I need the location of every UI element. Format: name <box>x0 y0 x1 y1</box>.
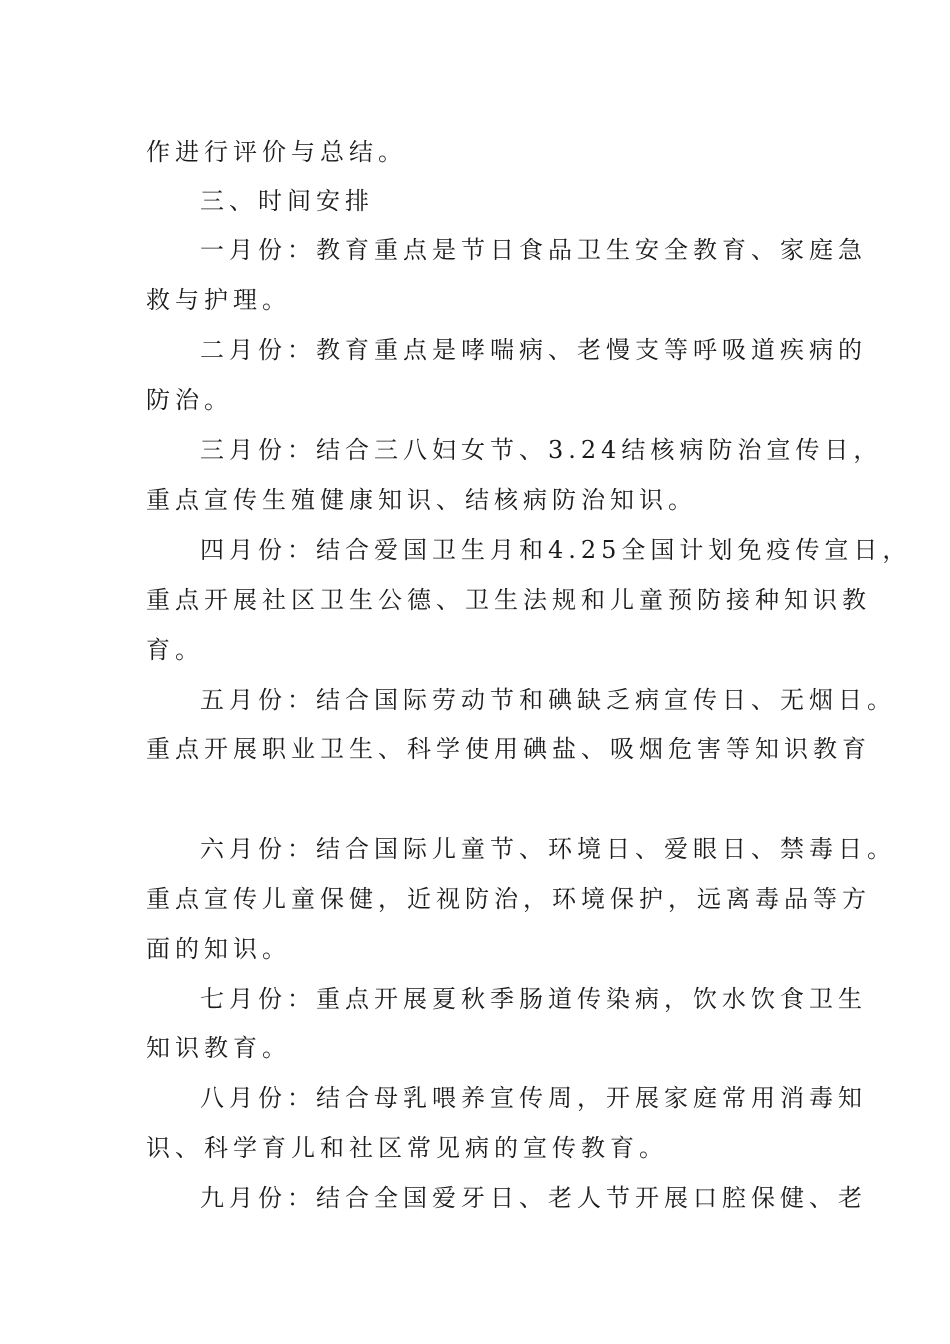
text-line: 育。 <box>146 636 204 664</box>
text-line: 防治。 <box>146 386 233 414</box>
text-line: 三月份：结合三八妇女节、3.24结核病防治宣传日， <box>200 436 883 464</box>
text-line: 面的知识。 <box>146 935 291 963</box>
text-line: 重点开展社区卫生公德、卫生法规和儿童预防接种知识教 <box>146 586 871 614</box>
text-line: 九月份：结合全国爱牙日、老人节开展口腔保健、老 <box>200 1184 867 1212</box>
text-line: 七月份：重点开展夏秋季肠道传染病，饮水饮食卫生 <box>200 985 867 1013</box>
text-line: 六月份：结合国际儿童节、环境日、爱眼日、禁毒日。 <box>200 835 896 863</box>
text-line: 重点宣传生殖健康知识、结核病防治知识。 <box>146 486 697 514</box>
text-line: 八月份：结合母乳喂养宣传周，开展家庭常用消毒知 <box>200 1084 867 1112</box>
text-line: 重点宣传儿童保健，近视防治，环境保护，远离毒品等方 <box>146 885 871 913</box>
section-heading: 三、时间安排 <box>200 187 374 215</box>
text-line: 二月份：教育重点是哮喘病、老慢支等呼吸道疾病的 <box>200 336 867 364</box>
text-line: 作进行评价与总结。 <box>146 138 407 166</box>
text-line: 重点开展职业卫生、科学使用碘盐、吸烟危害等知识教育 <box>146 735 871 763</box>
text-line: 四月份：结合爱国卫生月和4.25全国计划免疫传宣日， <box>200 536 912 564</box>
text-line: 五月份：结合国际劳动节和碘缺乏病宣传日、无烟日。 <box>200 686 896 714</box>
text-line: 救与护理。 <box>146 286 291 314</box>
text-line: 知识教育。 <box>146 1034 291 1062</box>
text-line: 识、科学育儿和社区常见病的宣传教育。 <box>146 1134 668 1162</box>
text-line: 一月份：教育重点是节日食品卫生安全教育、家庭急 <box>200 236 867 264</box>
